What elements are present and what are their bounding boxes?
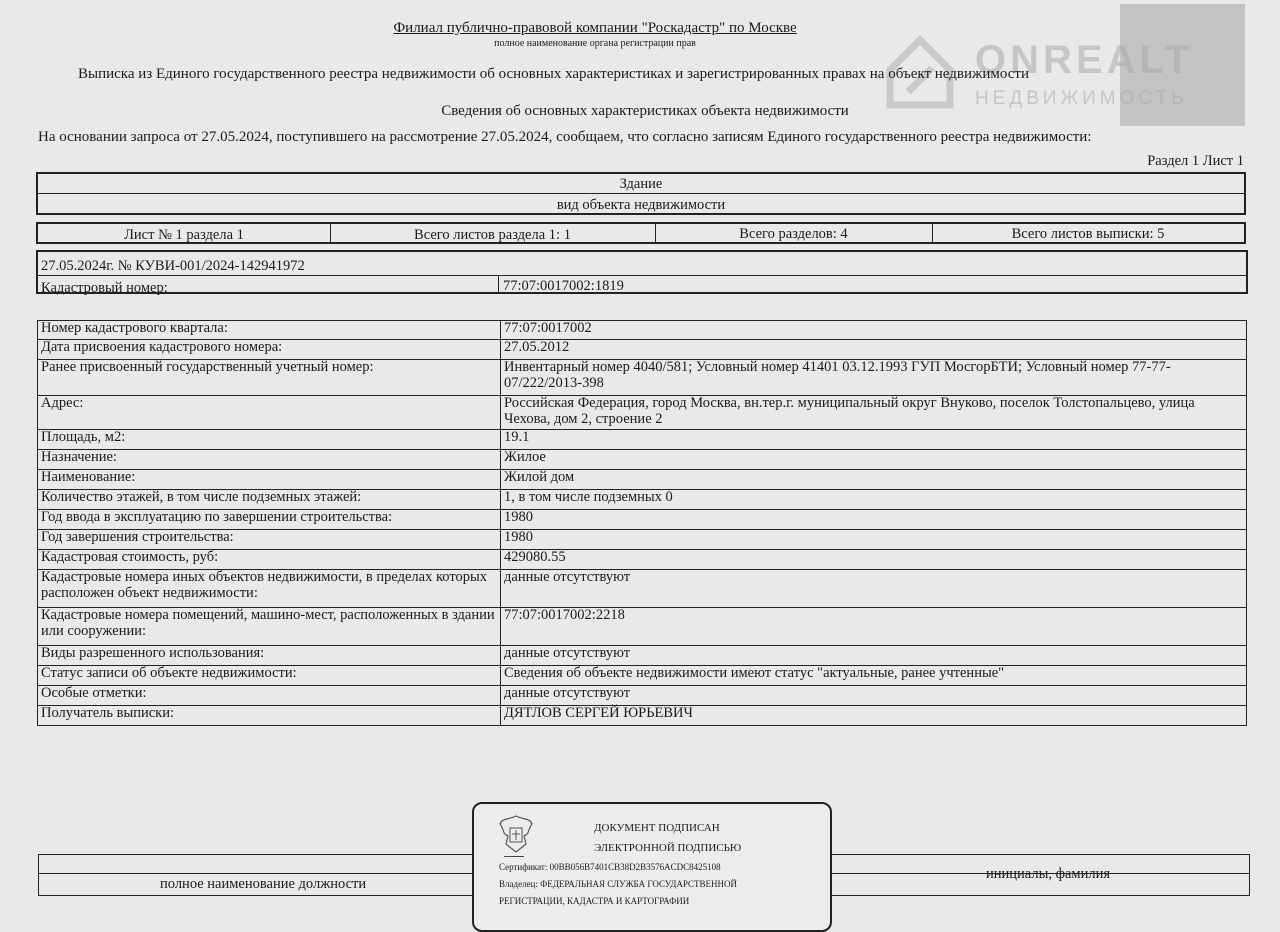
row-value: данные отсутствуют: [501, 570, 1247, 608]
document-subtitle: Сведения об основных характеристиках объекта недвижимости: [441, 103, 849, 119]
row-label: Особые отметки:: [38, 686, 501, 706]
row-label: Ранее присвоенный государственный учетный номер:: [38, 360, 501, 396]
table-row: [38, 550, 1247, 570]
row-value: ДЯТЛОВ СЕРГЕЙ ЮРЬЕВИЧ: [501, 706, 1247, 726]
table-row: [38, 646, 1247, 666]
row-value: 1980: [501, 530, 1247, 550]
sheet-number: Лист № 1 раздела 1: [124, 227, 244, 243]
sheets-box: [36, 222, 1246, 244]
row-value: 77:07:0017002: [501, 321, 1247, 340]
total-sections: Всего разделов: 4: [739, 226, 848, 242]
row-label: Год ввода в эксплуатацию по завершении строительства:: [38, 510, 501, 530]
row-value: Российская Федерация, город Москва, вн.тер.г. муниципальный округ Внуково, поселок Толстопальцево, улица Чехова, дом 2, строение 2: [501, 396, 1247, 430]
row-value: Жилое: [501, 450, 1247, 470]
stamp-owner: Владелец: ФЕДЕРАЛЬНАЯ СЛУЖБА ГОСУДАРСТВЕННОЙ: [499, 879, 738, 889]
row-label: Номер кадастрового квартала:: [38, 321, 501, 340]
table-row: [38, 570, 1247, 608]
table-row: [38, 510, 1247, 530]
row-label: Площадь, м2:: [38, 430, 501, 450]
watermark-brand: ONREALT: [975, 38, 1194, 82]
object-type: Здание: [619, 176, 663, 192]
table-row: [38, 396, 1247, 430]
extract-number: 27.05.2024г. № КУВИ-001/2024-142941972: [41, 258, 305, 274]
cadastral-number-label: Кадастровый номер:: [41, 280, 168, 296]
table-row: [38, 666, 1247, 686]
table-row: [38, 360, 1247, 396]
electronic-signature-stamp: [472, 802, 832, 932]
row-label: Количество этажей, в том числе подземных этажей:: [38, 490, 501, 510]
row-value: 19.1: [501, 430, 1247, 450]
row-value: Сведения об объекте недвижимости имеют статус "актуальные, ранее учтенные": [501, 666, 1247, 686]
row-label: Статус записи об объекте недвижимости:: [38, 666, 501, 686]
table-row: [38, 450, 1247, 470]
table-row: [38, 608, 1247, 646]
watermark-subtitle: НЕДВИЖИМОСТЬ: [975, 88, 1188, 109]
org-name: Филиал публично-правовой компании "Роскадастр" по Москве: [393, 20, 797, 36]
cadastral-number-value: 77:07:0017002:1819: [503, 278, 624, 294]
row-value: Инвентарный номер 4040/581; Условный номер 41401 03.12.1993 ГУП МосгорБТИ; Условный номер 77-77-07/222/2013-398: [501, 360, 1247, 396]
stamp-line-2: ЭЛЕКТРОННОЙ ПОДПИСЬЮ: [594, 842, 742, 854]
row-value: данные отсутствуют: [501, 686, 1247, 706]
position-caption: полное наименование должности: [160, 876, 367, 892]
row-label: Кадастровая стоимость, руб:: [38, 550, 501, 570]
sheets-in-section: Всего листов раздела 1: 1: [414, 227, 571, 243]
row-label: Назначение:: [38, 450, 501, 470]
row-label: Кадастровые номера помещений, машино-мест, расположенных в здании или сооружении:: [38, 608, 501, 646]
row-value: 1980: [501, 510, 1247, 530]
total-sheets: Всего листов выписки: 5: [1011, 226, 1165, 242]
table-row: [38, 430, 1247, 450]
stamp-line-1: ДОКУМЕНТ ПОДПИСАН: [594, 822, 720, 834]
table-row: [38, 706, 1247, 726]
row-value: данные отсутствуют: [501, 646, 1247, 666]
initials-caption: инициалы, фамилия: [986, 866, 1111, 882]
object-type-box: [36, 172, 1246, 215]
object-type-caption: вид объекта недвижимости: [556, 197, 726, 213]
row-value: Жилой дом: [501, 470, 1247, 490]
row-value: 27.05.2012: [501, 340, 1247, 360]
row-label: Наименование:: [38, 470, 501, 490]
table-row: [38, 490, 1247, 510]
row-value: 1, в том числе подземных 0: [501, 490, 1247, 510]
org-caption: полное наименование органа регистрации прав: [494, 38, 696, 49]
row-label: Виды разрешенного использования:: [38, 646, 501, 666]
table-row: [38, 530, 1247, 550]
stamp-owner-2: РЕГИСТРАЦИИ, КАДАСТРА И КАРТОГРАФИИ: [499, 896, 690, 906]
row-label: Кадастровые номера иных объектов недвижимости, в пределах которых расположен объект недвижимости:: [38, 570, 501, 608]
emblem-icon: [496, 812, 536, 856]
section-label: Раздел 1 Лист 1: [1147, 153, 1244, 169]
table-row: [38, 470, 1247, 490]
table-row: [38, 340, 1247, 360]
row-label: Получатель выписки:: [38, 706, 501, 726]
stamp-certificate: Сертификат: 00BB056B7401CB38D2B3576ACDC8425108: [499, 862, 721, 872]
document-title: Выписка из Единого государственного реестра недвижимости об основных характеристиках и зарегистрированных правах на объект недвижимости: [78, 66, 1030, 82]
characteristics-table: [37, 320, 1247, 726]
row-label: Адрес:: [38, 396, 501, 430]
table-row: [38, 321, 1247, 340]
table-row: [38, 686, 1247, 706]
row-label: Год завершения строительства:: [38, 530, 501, 550]
row-value: 429080.55: [501, 550, 1247, 570]
row-label: Дата присвоения кадастрового номера:: [38, 340, 501, 360]
document-reference-box: [36, 250, 1248, 294]
row-value: 77:07:0017002:2218: [501, 608, 1247, 646]
basis-text: На основании запроса от 27.05.2024, поступившего на рассмотрение 27.05.2024, сообщаем, что согласно записям Единого государственного реестра недвижимости:: [38, 129, 1092, 145]
